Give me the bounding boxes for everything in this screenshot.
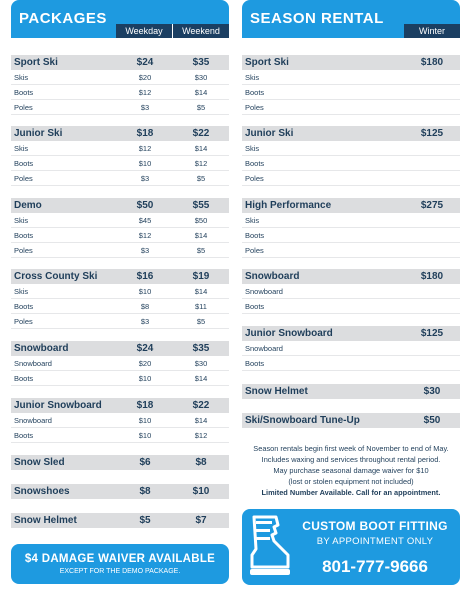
group-header [11, 513, 229, 528]
table-row [11, 314, 229, 329]
table-row [11, 371, 229, 386]
group-name: Junior Ski [245, 128, 294, 139]
weekend-item-price: $12 [194, 430, 208, 440]
packages-title: PACKAGES [19, 10, 107, 27]
group-header [11, 484, 229, 499]
weekday-item-price: $10 [138, 286, 152, 296]
winter-price: $275 [420, 200, 444, 211]
weekend-item-price: $14 [194, 230, 208, 240]
item-name: Poles [245, 102, 264, 112]
group-junior-ski [242, 126, 460, 186]
weekday-item-price: $20 [138, 358, 152, 368]
group-junior-snowboard [11, 398, 229, 443]
weekday-item-price: $20 [138, 72, 152, 82]
group-header [242, 326, 460, 341]
item-name: Boots [14, 87, 34, 97]
weekday-item-price: $3 [140, 316, 150, 326]
winter-price: $180 [420, 271, 444, 282]
table-row [11, 171, 229, 186]
table-row [242, 85, 460, 100]
item-name: Skis [14, 215, 29, 225]
group-name: Junior Snowboard [14, 400, 102, 411]
item-name: Snowboard [245, 286, 283, 296]
table-row [11, 141, 229, 156]
item-name: Skis [245, 215, 260, 225]
group-name: Junior Ski [14, 128, 63, 139]
group-name: Junior Snowboard [245, 328, 333, 339]
table-row [11, 100, 229, 115]
group-header [11, 126, 229, 141]
weekday-item-price: $3 [140, 102, 150, 112]
season-column-headers [404, 24, 460, 38]
table-row [11, 213, 229, 228]
group-sport-ski [11, 55, 229, 115]
packages-column [11, 0, 229, 526]
table-row [242, 141, 460, 156]
weekday-item-price: $12 [138, 87, 152, 97]
weekend-price: $35 [192, 57, 210, 68]
weekday-price: $50 [136, 200, 154, 211]
weekday-item-price: $10 [138, 430, 152, 440]
group-name: Sport Ski [14, 57, 58, 68]
weekday-item-price: $3 [140, 245, 150, 255]
group-name: Ski/Snowboard Tune-Up [245, 415, 360, 426]
weekend-price: $8 [195, 457, 207, 468]
group-junior-snowboard [242, 326, 460, 371]
item-name: Poles [14, 102, 33, 112]
table-row [11, 70, 229, 85]
weekend-item-price: $12 [194, 158, 208, 168]
item-name: Poles [245, 245, 264, 255]
weekend-price: $19 [192, 271, 210, 282]
group-header [242, 126, 460, 141]
weekday-item-price: $3 [140, 173, 150, 183]
weekday-item-price: $10 [138, 373, 152, 383]
table-row [11, 428, 229, 443]
weekend-price: $55 [192, 200, 210, 211]
item-name: Poles [14, 173, 33, 183]
group-header [242, 269, 460, 284]
boot-fitting-title: CUSTOM BOOT FITTING [302, 519, 448, 533]
note-line: (lost or stolen equipment not included) [288, 477, 414, 486]
season-rental-note [242, 443, 460, 498]
group-name: Sport Ski [245, 57, 289, 68]
item-name: Boots [245, 230, 265, 240]
item-name: Skis [14, 286, 29, 296]
winter-price: $30 [423, 386, 441, 397]
item-name: Skis [245, 143, 260, 153]
weekend-item-price: $14 [194, 286, 208, 296]
group-name: Snow Helmet [245, 386, 308, 397]
group-header [242, 413, 460, 428]
group-header [11, 398, 229, 413]
group-ski-snowboard-tune-up [242, 413, 460, 428]
weekend-item-price: $14 [194, 87, 208, 97]
winter-price: $125 [420, 128, 444, 139]
group-junior-ski [11, 126, 229, 186]
weekend-item-price: $14 [194, 373, 208, 383]
group-header [242, 198, 460, 213]
weekday-price: $6 [139, 457, 151, 468]
weekday-price: $18 [136, 128, 154, 139]
weekend-item-price: $50 [194, 215, 208, 225]
weekend-price: $7 [195, 515, 207, 526]
weekday-item-price: $8 [140, 301, 150, 311]
item-name: Boots [14, 230, 34, 240]
winter-price: $180 [420, 57, 444, 68]
table-row [11, 356, 229, 371]
weekend-item-price: $30 [194, 358, 208, 368]
table-row [242, 213, 460, 228]
waiver-title: $4 DAMAGE WAIVER AVAILABLE [24, 553, 216, 565]
item-name: Snowboard [14, 358, 52, 368]
group-snowboard [11, 341, 229, 386]
item-name: Boots [245, 358, 265, 368]
table-row [242, 70, 460, 85]
note-line: Includes waxing and services throughout rental period. [261, 455, 441, 464]
item-name: Boots [14, 373, 34, 383]
table-row [242, 299, 460, 314]
item-name: Boots [14, 158, 34, 168]
weekend-item-price: $5 [196, 245, 206, 255]
winter-header: Winter [418, 26, 445, 36]
group-demo [11, 198, 229, 258]
group-name: Snow Helmet [14, 515, 77, 526]
item-name: Skis [14, 143, 29, 153]
weekday-price: $16 [136, 271, 154, 282]
group-name: Snow Sled [14, 457, 65, 468]
weekend-item-price: $5 [196, 316, 206, 326]
table-row [11, 85, 229, 100]
packages-column-headers [116, 24, 229, 38]
weekday-header: Weekday [116, 24, 173, 38]
table-row [11, 156, 229, 171]
group-high-performance [242, 198, 460, 258]
table-row [11, 284, 229, 299]
group-name: Snowboard [14, 343, 69, 354]
weekend-item-price: $5 [196, 102, 206, 112]
weekend-price: $35 [192, 343, 210, 354]
group-header [11, 341, 229, 356]
weekend-price: $22 [192, 400, 210, 411]
weekday-item-price: $45 [138, 215, 152, 225]
item-name: Boots [245, 158, 265, 168]
table-row [11, 299, 229, 314]
group-name: High Performance [245, 200, 332, 211]
weekend-item-price: $11 [195, 301, 207, 311]
weekday-item-price: $12 [138, 230, 152, 240]
item-name: Poles [245, 173, 264, 183]
group-snow-helmet [11, 513, 229, 528]
season-rental-column [242, 0, 460, 426]
season-banner [242, 0, 460, 38]
weekday-price: $18 [136, 400, 154, 411]
group-header [11, 198, 229, 213]
weekday-item-price: $10 [138, 158, 152, 168]
item-name: Poles [14, 245, 33, 255]
table-row [242, 243, 460, 258]
group-sport-ski [242, 55, 460, 115]
item-name: Snowboard [14, 415, 52, 425]
weekend-item-price: $5 [196, 173, 206, 183]
weekend-item-price: $30 [194, 72, 208, 82]
table-row [242, 100, 460, 115]
group-header [11, 55, 229, 70]
item-name: Boots [14, 301, 34, 311]
item-name: Poles [14, 316, 33, 326]
group-name: Demo [14, 200, 42, 211]
waiver-subtitle: EXCEPT FOR THE DEMO PACKAGE. [59, 568, 181, 575]
table-row [11, 243, 229, 258]
table-row [242, 356, 460, 371]
packages-banner [11, 0, 229, 38]
group-header [242, 55, 460, 70]
winter-price: $50 [423, 415, 441, 426]
item-name: Skis [14, 72, 29, 82]
group-name: Snowshoes [14, 486, 70, 497]
weekend-header: Weekend [182, 26, 220, 36]
group-header [242, 384, 460, 399]
item-name: Boots [245, 87, 265, 97]
note-line: Season rentals begin first week of November to end of May. [253, 444, 449, 453]
table-row [242, 341, 460, 356]
weekday-price: $8 [139, 486, 151, 497]
weekday-price: $5 [139, 515, 151, 526]
group-snowboard [242, 269, 460, 314]
note-bold-line: Limited Number Available. Call for an appointment. [261, 488, 441, 497]
group-snowshoes [11, 484, 229, 499]
weekend-price: $22 [192, 128, 210, 139]
weekend-item-price: $14 [194, 143, 208, 153]
phone-number[interactable]: 801-777-9666 [322, 557, 428, 576]
group-cross-county-ski [11, 269, 229, 329]
weekend-price: $10 [192, 486, 210, 497]
boot-fitting-subtitle: BY APPOINTMENT ONLY [316, 536, 434, 547]
weekday-item-price: $10 [138, 415, 152, 425]
damage-waiver-banner [11, 544, 229, 584]
group-snow-helmet [242, 384, 460, 399]
boot-fitting-banner [242, 509, 460, 585]
item-name: Boots [245, 301, 265, 311]
weekday-price: $24 [136, 343, 154, 354]
season-title: SEASON RENTAL [250, 10, 384, 27]
item-name: Boots [14, 430, 34, 440]
item-name: Skis [245, 72, 260, 82]
table-row [11, 228, 229, 243]
table-row [242, 228, 460, 243]
item-name: Snowboard [245, 343, 283, 353]
table-row [242, 284, 460, 299]
group-header [11, 455, 229, 470]
table-row [242, 171, 460, 186]
weekend-item-price: $14 [194, 415, 208, 425]
note-line: May purchase seasonal damage waiver for $10 [273, 466, 429, 475]
weekday-price: $24 [136, 57, 154, 68]
table-row [11, 413, 229, 428]
ski-boot-icon [248, 515, 292, 579]
group-name: Cross County Ski [14, 271, 98, 282]
group-header [11, 269, 229, 284]
table-row [242, 156, 460, 171]
group-name: Snowboard [245, 271, 300, 282]
weekday-item-price: $12 [138, 143, 152, 153]
group-snow-sled [11, 455, 229, 470]
winter-price: $125 [420, 328, 444, 339]
